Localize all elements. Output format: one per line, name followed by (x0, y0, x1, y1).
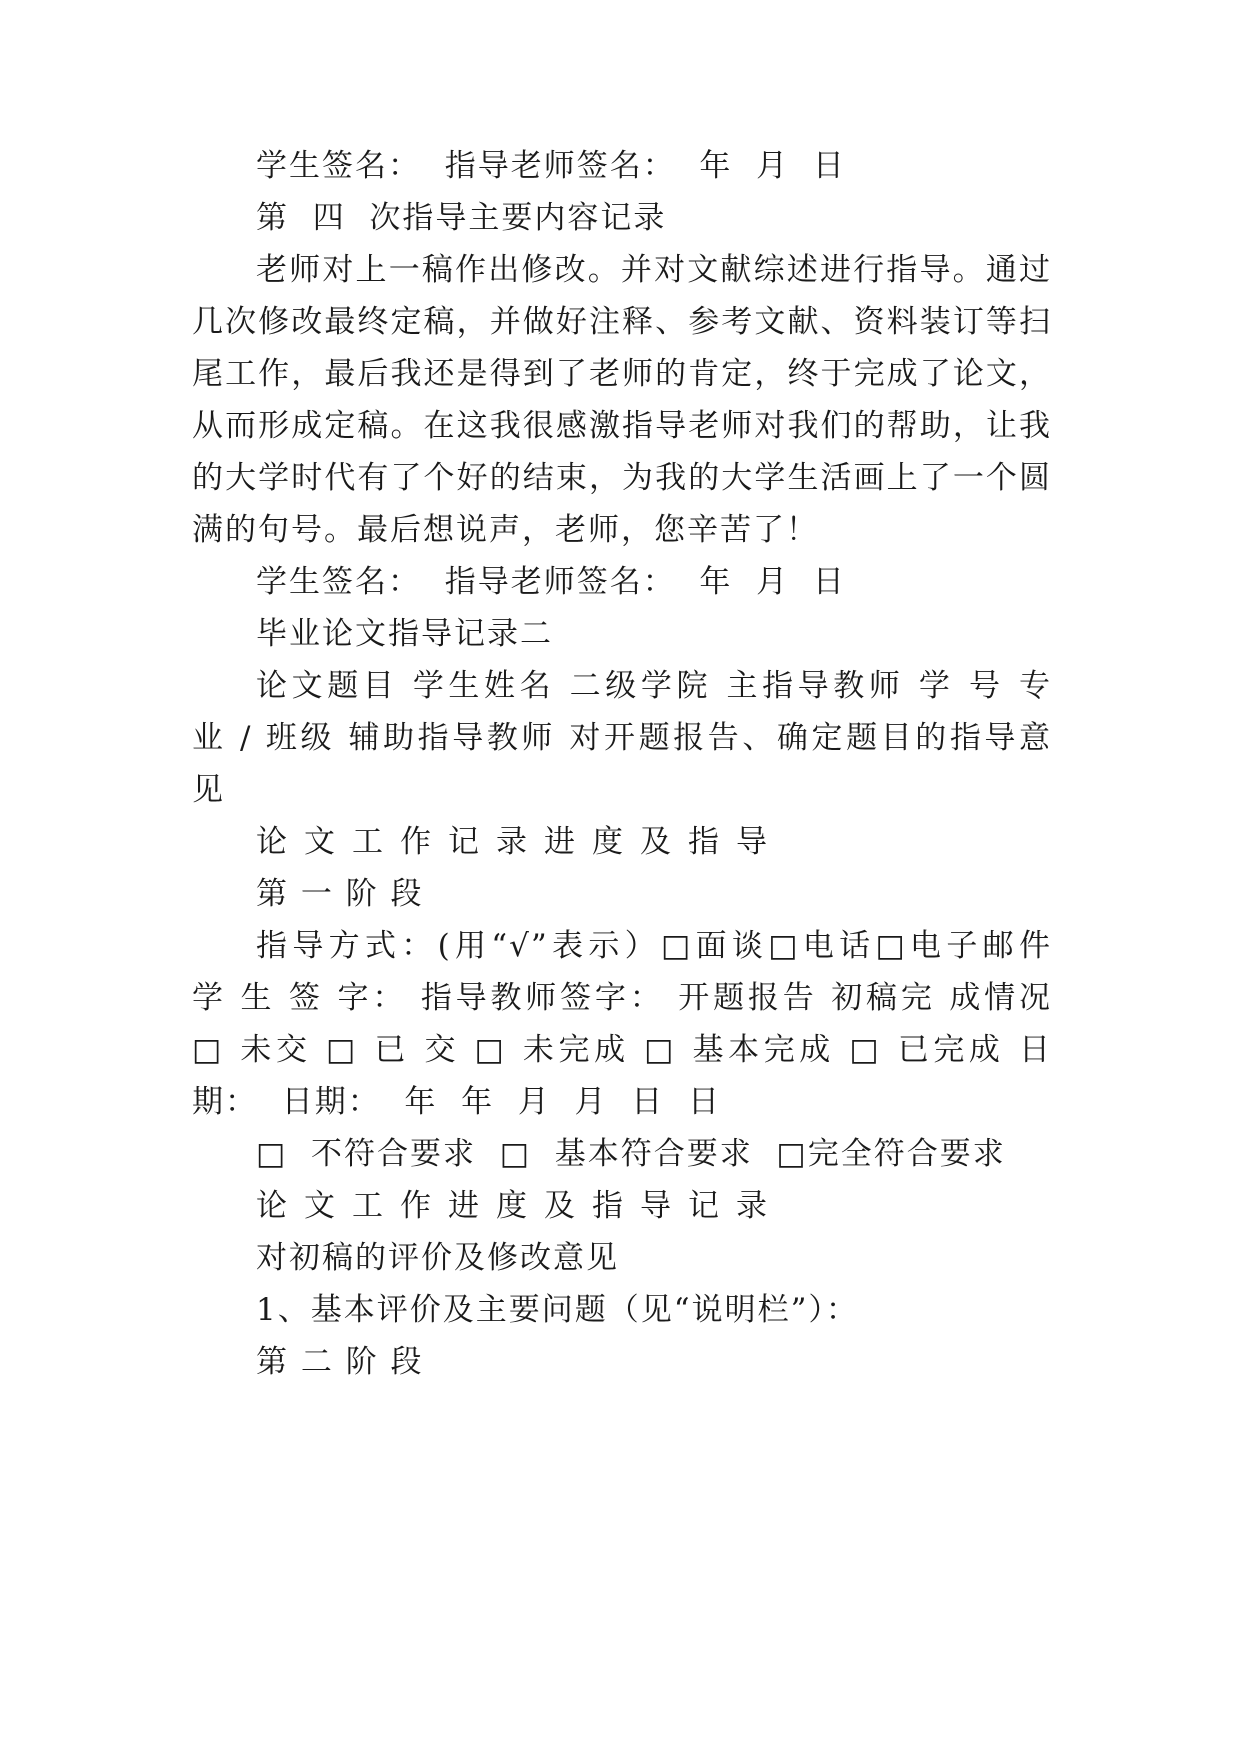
paragraph-line: 尾工作，最后我还是得到了老师的肯定，终于完成了论文， (192, 356, 1052, 392)
checkbox-status-line: □ 未交 □ 已 交 □ 未完成 □ 基本完成 □ 已完成 日 (192, 1032, 1052, 1068)
progress-heading: 论文工作记录进度及指导 (256, 824, 784, 860)
evaluation-item: 1、基本评价及主要问题（见“说明栏”）： (256, 1292, 859, 1328)
paragraph-line: 从而形成定稿。在这我很感激指导老师对我们的帮助，让我 (192, 408, 1052, 444)
paragraph-line: 满的句号。最后想说声，老师，您辛苦了！ (192, 512, 819, 548)
form-fields-line: 业 / 班级 辅助指导教师 对开题报告、确定题目的指导意 (192, 720, 1052, 756)
date-line: 期： 日期： 年 年 月 月 日 日 (192, 1084, 721, 1120)
section-title: 毕业论文指导记录二 (256, 616, 553, 652)
guidance-method-line: 指导方式：(用“√”表示）□面谈□电话□电子邮件 (256, 928, 1052, 964)
paragraph-line: 的大学时代有了个好的结束，为我的大学生活画上了一个圆 (192, 460, 1052, 496)
stage-heading: 第 一 阶 段 (256, 876, 424, 912)
signature-status-line: 学 生 签 字： 指导教师签字： 开题报告 初稿完 成情况 (192, 980, 1052, 1016)
form-fields-line: 论文题目 学生姓名 二级学院 主指导教师 学 号 专 (256, 668, 1052, 704)
signature-line: 学生签名： 指导老师签名： 年 月 日 (256, 564, 846, 600)
form-fields-line: 见 (192, 772, 225, 808)
signature-line: 学生签名： 指导老师签名： 年 月 日 (256, 148, 846, 184)
requirement-checkbox-line: □ 不符合要求 □ 基本符合要求 □完全符合要求 (256, 1136, 1006, 1172)
stage-heading: 第 二 阶 段 (256, 1344, 424, 1380)
paragraph-line: 老师对上一稿作出修改。并对文献综述进行指导。通过 (256, 252, 1052, 288)
session-heading: 第 四 次指导主要内容记录 (256, 200, 667, 236)
evaluation-heading: 对初稿的评价及修改意见 (256, 1240, 619, 1276)
progress-heading: 论文工作进度及指导记录 (256, 1188, 784, 1224)
paragraph-line: 几次修改最终定稿，并做好注释、参考文献、资料装订等扫 (192, 304, 1052, 340)
